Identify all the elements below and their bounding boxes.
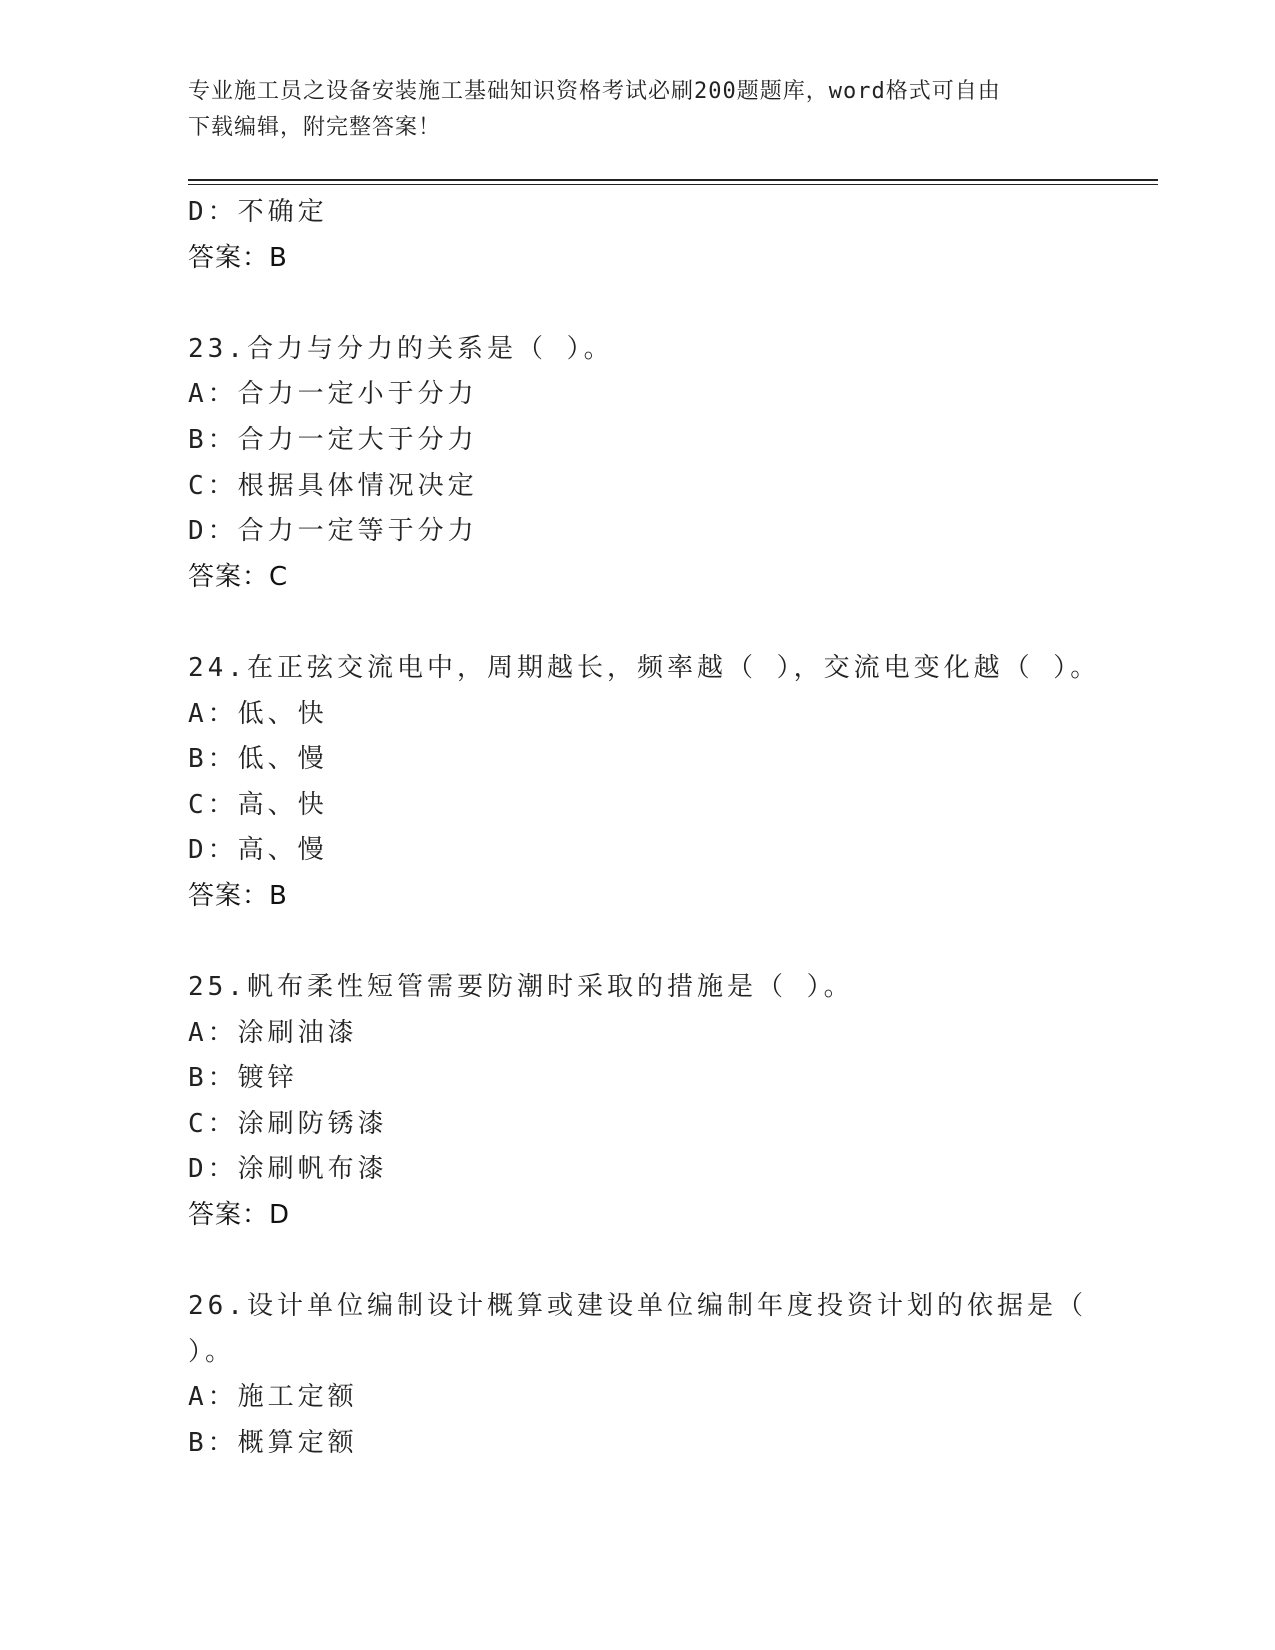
question-23-option-b: B：合力一定大于分力 xyxy=(188,424,478,455)
question-23-stem: 23.合力与分力的关系是（ ）。 xyxy=(188,333,614,364)
question-26-option-b: B：概算定额 xyxy=(188,1428,358,1459)
question-26-option-a: A：施工定额 xyxy=(188,1382,358,1413)
question-25-option-c: C：涂刷防锈漆 xyxy=(188,1108,388,1139)
question-24-option-a: A：低、快 xyxy=(188,698,328,729)
header-divider-thick xyxy=(188,179,1158,181)
question-24-option-b: B：低、慢 xyxy=(188,744,328,775)
question-22-answer: 答案：B xyxy=(188,242,288,273)
question-25-option-a: A：涂刷油漆 xyxy=(188,1017,358,1048)
question-23-option-c: C：根据具体情况决定 xyxy=(188,470,478,501)
question-22-option-d: D：不确定 xyxy=(188,197,328,227)
spacer xyxy=(188,600,1158,646)
question-23-answer: 答案：C xyxy=(188,561,289,592)
question-25-answer: 答案：D xyxy=(188,1200,291,1231)
spacer xyxy=(188,920,1158,966)
spacer xyxy=(188,1239,1158,1285)
question-26-stem-line-1: 26.设计单位编制设计概算或建设单位编制年度投资计划的依据是（ xyxy=(188,1291,1087,1322)
spacer xyxy=(188,281,1158,327)
question-content xyxy=(188,190,1158,1467)
question-25-option-d: D：涂刷帆布漆 xyxy=(188,1154,388,1185)
question-26-stem-line-2: ）。 xyxy=(188,1336,236,1367)
question-25-option-b: B：镀锌 xyxy=(188,1063,298,1094)
header-divider-thin xyxy=(188,184,1158,185)
question-24-option-c: C：高、快 xyxy=(188,789,328,820)
question-24-answer: 答案：B xyxy=(188,880,288,911)
document-header xyxy=(188,74,1088,146)
question-23-option-a: A：合力一定小于分力 xyxy=(188,379,478,410)
question-24-option-d: D：高、慢 xyxy=(188,835,328,866)
question-23-option-d: D：合力一定等于分力 xyxy=(188,516,478,547)
question-25-stem: 25.帆布柔性短管需要防潮时采取的措施是（ ）。 xyxy=(188,972,854,1003)
question-24-stem: 24.在正弦交流电中，周期越长，频率越（ ），交流电变化越（ ）。 xyxy=(188,652,1101,683)
header-line-2: 下载编辑，附完整答案！ xyxy=(188,115,442,140)
header-line-1: 专业施工员之设备安装施工基础知识资格考试必刷200题题库，word格式可自由 xyxy=(188,79,1001,104)
